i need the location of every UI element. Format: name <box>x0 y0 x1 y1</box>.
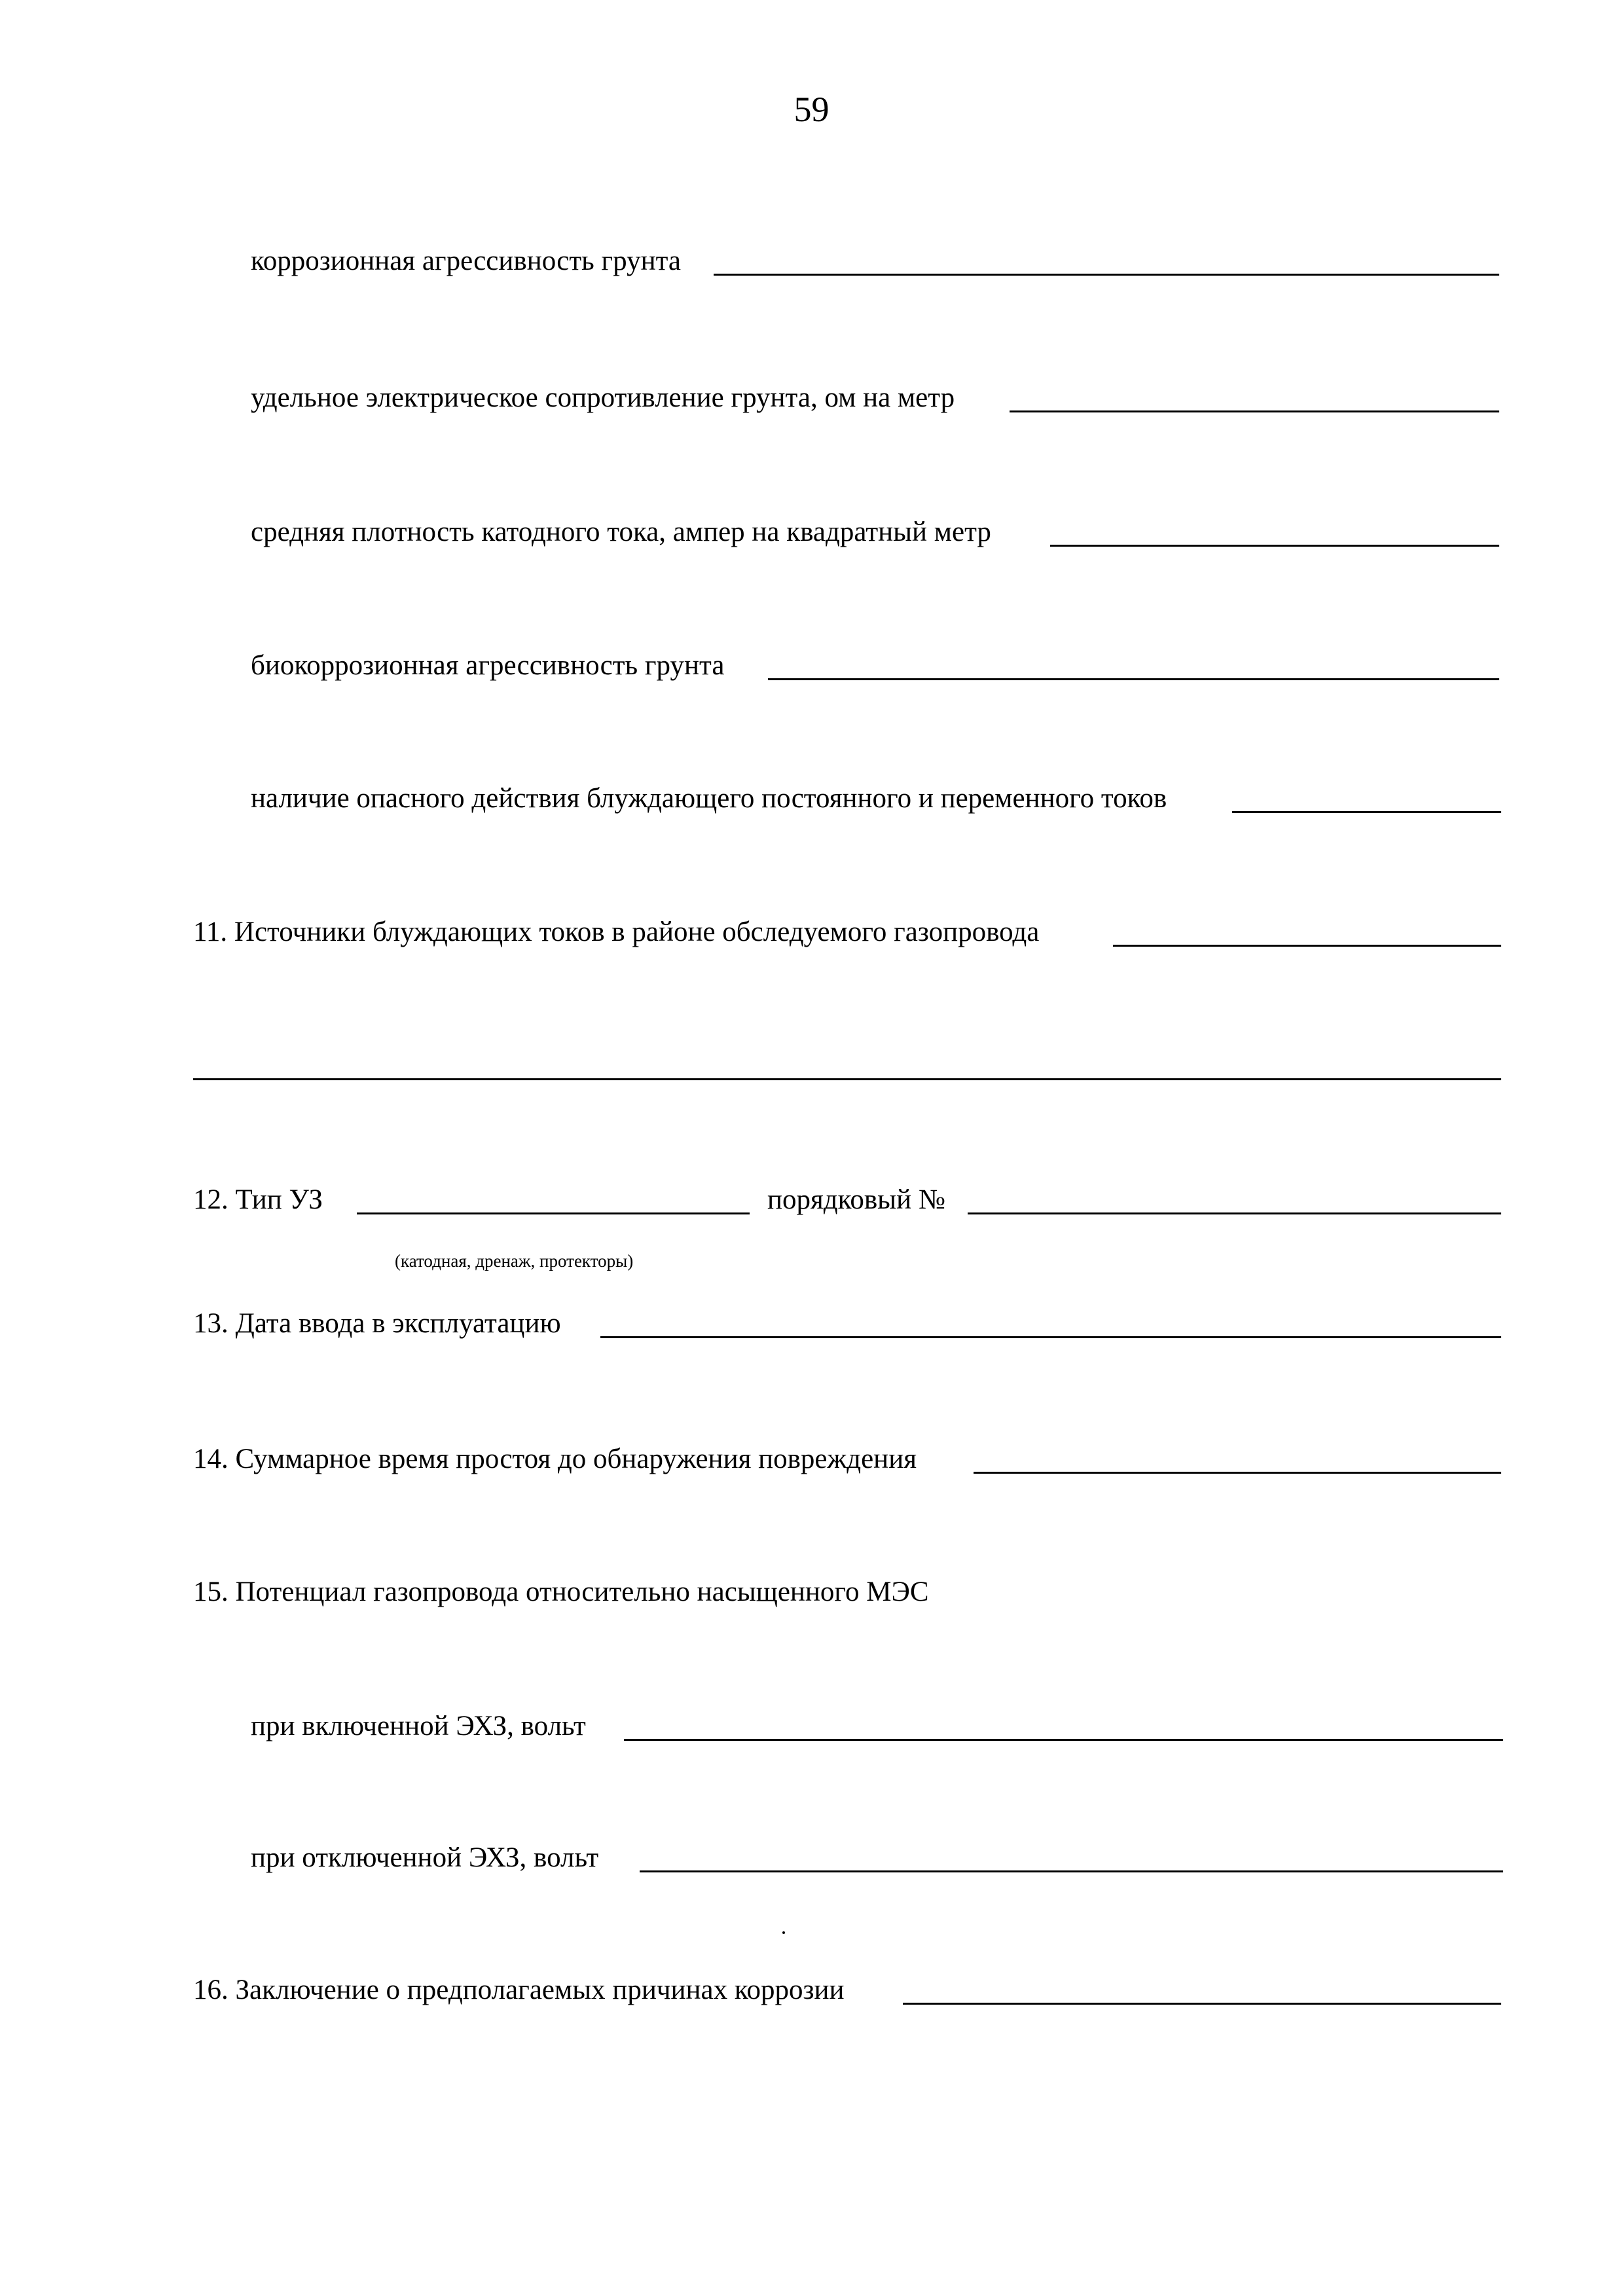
item-12-serial-field[interactable] <box>968 1212 1501 1214</box>
item-15-label: 15. Потенциал газопровода относительно насыщенного МЭС <box>193 1576 929 1607</box>
item-14-label: 14. Суммарное время простоя до обнаружения повреждения <box>193 1444 917 1474</box>
item-16-field[interactable] <box>903 2003 1501 2005</box>
item-14-field[interactable] <box>974 1472 1501 1474</box>
item-15-off-field[interactable] <box>640 1870 1503 1872</box>
stray-current-presence-field[interactable] <box>1232 811 1501 813</box>
soil-biocorrosivity-label: биокоррозионная агрессивность грунта <box>251 650 725 681</box>
item-15-on-label: при включенной ЭХЗ, вольт <box>251 1711 586 1741</box>
stray-current-presence-label: наличие опасного действия блуждающего постоянного и переменного токов <box>251 783 1167 814</box>
cathodic-current-density-label: средняя плотность катодного тока, ампер на квадратный метр <box>251 517 991 547</box>
item-12-type-caption: (катодная, дренаж, протекторы) <box>395 1251 634 1271</box>
item-13-field[interactable] <box>600 1336 1501 1338</box>
cathodic-current-density-field[interactable] <box>1050 545 1499 547</box>
item-11-field[interactable] <box>1113 945 1501 947</box>
item-11-continuation-field[interactable] <box>193 1078 1501 1080</box>
item-11-label: 11. Источники блуждающих токов в районе обследуемого газопровода <box>193 917 1040 947</box>
soil-biocorrosivity-field[interactable] <box>768 678 1499 680</box>
soil-resistivity-label: удельное электрическое сопротивление грунта, ом на метр <box>251 382 955 413</box>
stray-dot-mark <box>782 1931 785 1934</box>
item-13-label: 13. Дата ввода в эксплуатацию <box>193 1308 561 1339</box>
soil-corrosivity-label: коррозионная агрессивность грунта <box>251 246 682 276</box>
soil-resistivity-field[interactable] <box>1010 410 1499 412</box>
item-12-type-field[interactable] <box>357 1212 750 1214</box>
soil-corrosivity-field[interactable] <box>714 274 1499 276</box>
item-15-on-field[interactable] <box>624 1739 1503 1741</box>
page-number: 59 <box>793 90 830 129</box>
item-12-serial-label: порядковый № <box>767 1184 945 1215</box>
item-12-type-label: 12. Тип УЗ <box>193 1184 323 1215</box>
item-16-label: 16. Заключение о предполагаемых причинах коррозии <box>193 1975 845 2005</box>
item-15-off-label: при отключенной ЭХЗ, вольт <box>251 1842 599 1873</box>
